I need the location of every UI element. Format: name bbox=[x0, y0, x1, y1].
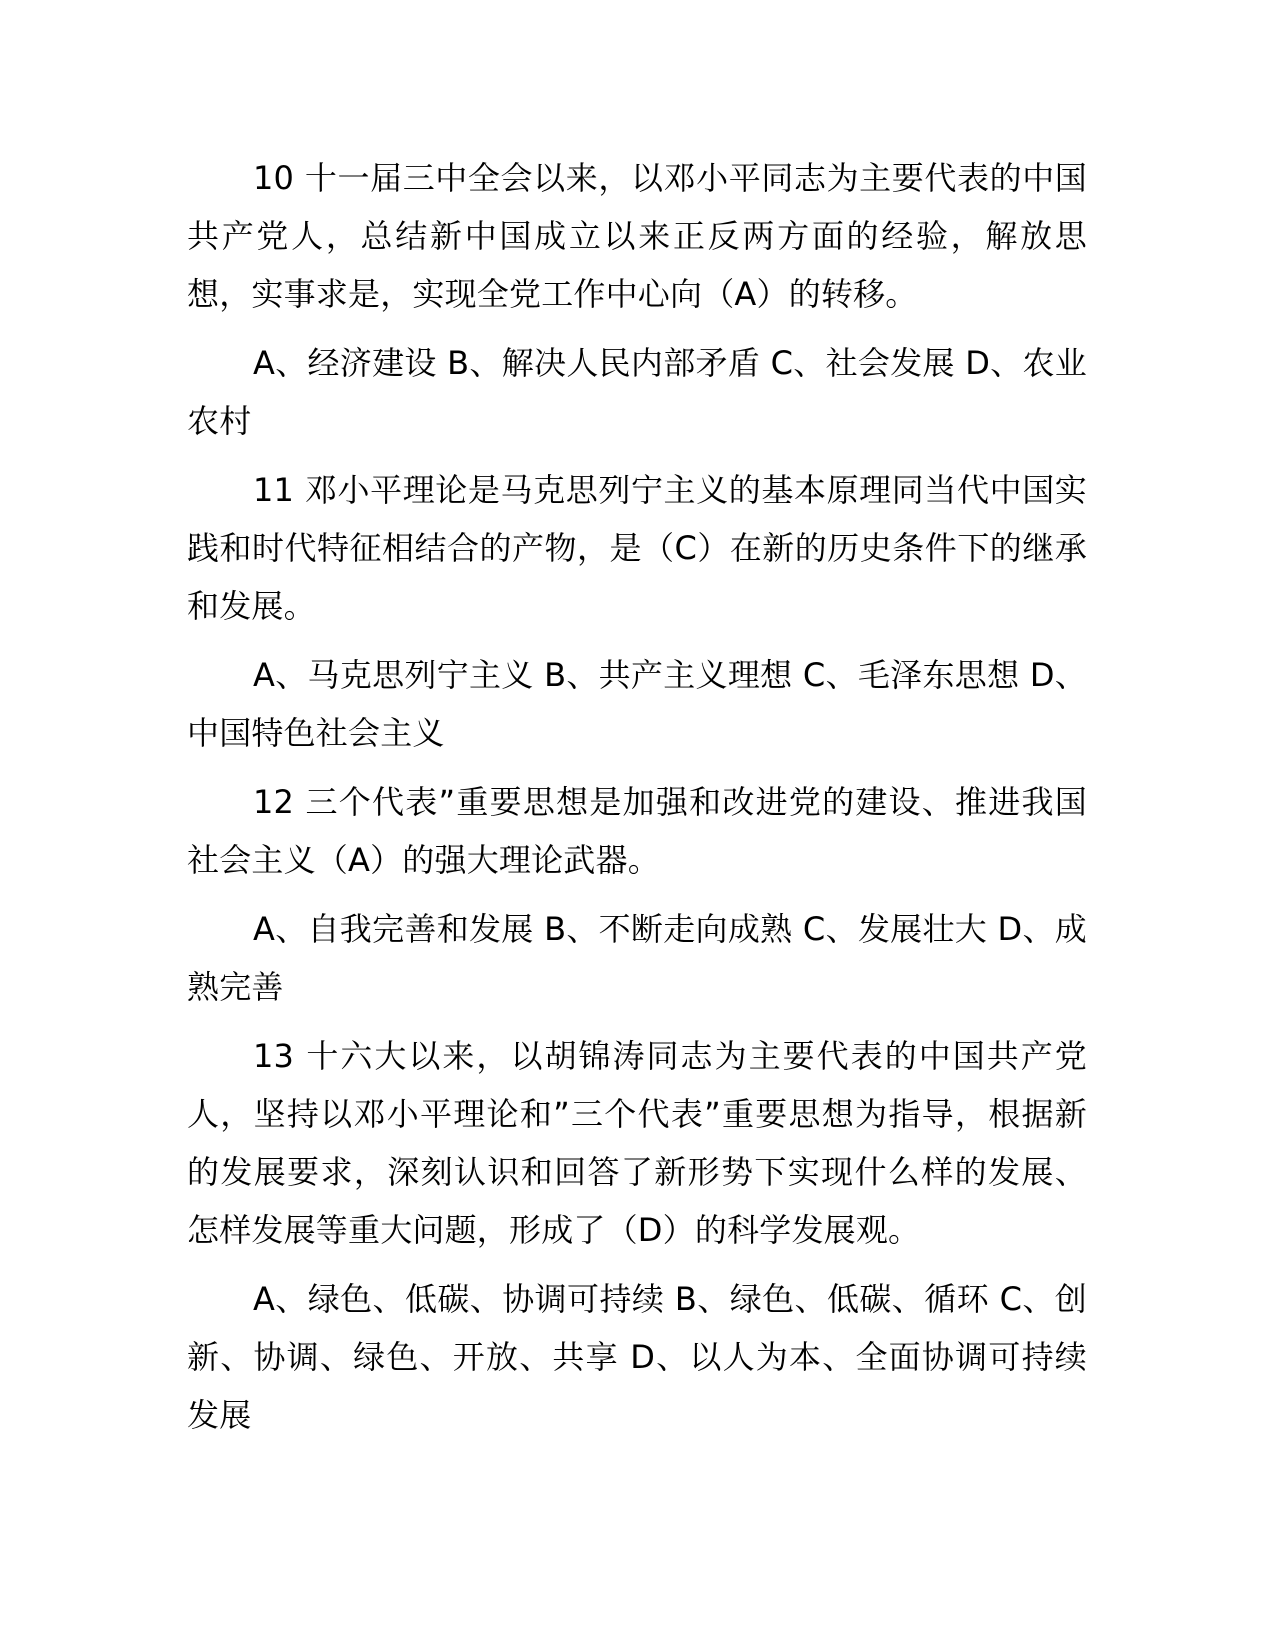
question-10: 10 十一届三中全会以来，以邓小平同志为主要代表的中国共产党人，总结新中国成立以来正反两方面的经验，解放思想，实事求是，实现全党工作中心向（A）的转移。 bbox=[187, 159, 1087, 313]
question-10-options: A、经济建设 B、解决人民内部矛盾 C、社会发展 D、农业农村 bbox=[187, 344, 1087, 440]
question-11-options: A、马克思列宁主义 B、共产主义理想 C、毛泽东思想 D、中国特色社会主义 bbox=[187, 656, 1087, 752]
document-body bbox=[187, 149, 1087, 1455]
question-12: 12 三个代表”重要思想是加强和改进党的建设、推进我国社会主义（A）的强大理论武器。 bbox=[187, 783, 1087, 879]
question-13-options: A、绿色、低碳、协调可持续 B、绿色、低碳、循环 C、创新、协调、绿色、开放、共享 D、以人为本、全面协调可持续发展 bbox=[187, 1280, 1087, 1434]
question-11: 11 邓小平理论是马克思列宁主义的基本原理同当代中国实践和时代特征相结合的产物，是（C）在新的历史条件下的继承和发展。 bbox=[187, 471, 1087, 625]
question-13: 13 十六大以来，以胡锦涛同志为主要代表的中国共产党人，坚持以邓小平理论和”三个代表”重要思想为指导，根据新的发展要求，深刻认识和回答了新形势下实现什么样的发展、怎样发展等重大问题，形成了（D）的科学发展观。 bbox=[187, 1037, 1087, 1249]
question-12-options: A、自我完善和发展 B、不断走向成熟 C、发展壮大 D、成熟完善 bbox=[187, 910, 1087, 1006]
